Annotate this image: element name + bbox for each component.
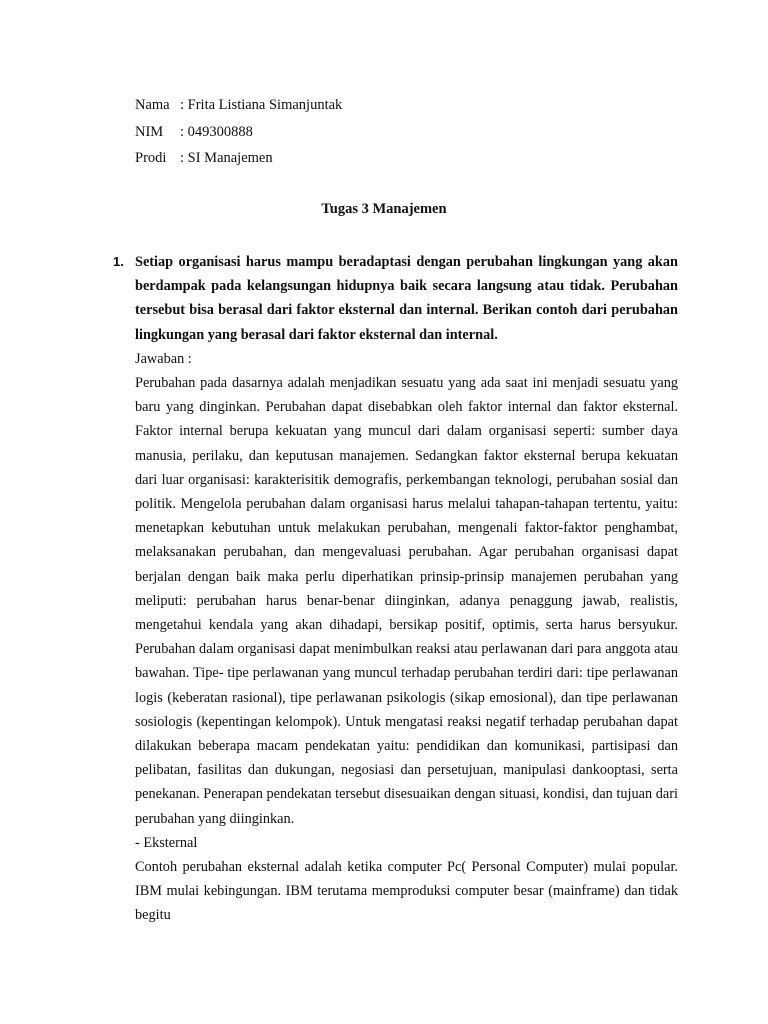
info-value: : Frita Listiana Simanjuntak bbox=[180, 97, 343, 113]
question-item bbox=[113, 250, 678, 928]
student-info bbox=[135, 92, 342, 172]
answer-section bbox=[135, 347, 678, 928]
document-title: Tugas 3 Manajemen bbox=[321, 201, 447, 217]
answer-label: Jawaban : bbox=[135, 350, 192, 367]
info-row-prodi bbox=[135, 145, 342, 172]
info-label: Nama bbox=[135, 97, 170, 113]
sub-heading-external: - Eksternal bbox=[135, 834, 198, 851]
answer-paragraph: Perubahan pada dasarnya adalah menjadikan sesuatu yang ada saat ini menjadi sesuatu yang baru yang dinginkan. Perubahan dapat disebabkan oleh faktor internal dan faktor eksternal. Faktor internal berupa kekuatan yang muncul dari dalam organisasi seperti: sumber daya manusia, perilaku, dan keputusan manajemen. Sedangkan faktor eksternal berupa kekuatan dari luar organisasi: karakterisitik demografis, perkembangan teknologi, perubahan sosial dan politik. Mengelola perubahan dalam organisasi harus melalui tahapan-tahapan tertentu, yaitu: menetapkan kebutuhan untuk melakukan perubahan, mengenali faktor-faktor penghambat, melaksanakan perubahan, dan mengevaluasi perubahan. Agar perubahan organisasi dapat berjalan dengan baik maka perlu diperhatikan prinsip-prinsip manajemen perubahan yang meliputi: perubahan harus benar-benar diinginkan, adanya penaggung jawab, realistis, mengetahui kendala yang akan dihadapi, bersikap positif, optimis, serta harus bersyukur. Perubahan dalam organisasi dapat menimbulkan reaksi atau perlawanan dari para anggota atau bawahan. Tipe- tipe perlawanan yang muncul terhadap perubahan terdiri dari: tipe perlawanan logis (keberatan rasional), tipe perlawanan psikologis (sikap emosional), dan tipe perlawanan sosiologis (kepentingan kelompok). Untuk mengatasi reaksi negatif terhadap perubahan dapat dilakukan beberapa macam pendekatan yaitu: pendidikan dan komunikasi, partisipasi dan pelibatan, fasilitas dan dukungan, negosiasi dan persetujuan, manipulasi dankooptasi, serta penekanan. Penerapan pendekatan tersebut disesuaikan dengan situasi, kondisi, dan tujuan dari perubahan yang diinginkan. bbox=[135, 375, 678, 827]
question-number: 1. bbox=[113, 254, 124, 269]
info-row-name bbox=[135, 92, 342, 119]
info-row-nim bbox=[135, 119, 342, 146]
external-paragraph: Contoh perubahan eksternal adalah ketika computer Pc( Personal Computer) mulai popular. IBM mulai kebingungan. IBM terutama memproduksi computer besar (mainframe) dan tidak begitu bbox=[135, 859, 678, 924]
info-label: Prodi bbox=[135, 150, 167, 166]
question-text: Setiap organisasi harus mampu beradaptasi dengan perubahan lingkungan yang akan berdampak pada kelangsungan hidupnya baik secara langsung atau tidak. Perubahan tersebut bisa berasal dari faktor eksternal dan internal. Berikan contoh dari perubahan lingkungan yang berasal dari faktor eksternal dan internal. bbox=[135, 254, 678, 343]
info-label: NIM bbox=[135, 123, 164, 140]
info-value: : SI Manajemen bbox=[180, 150, 273, 166]
info-value: : 049300888 bbox=[180, 123, 253, 140]
